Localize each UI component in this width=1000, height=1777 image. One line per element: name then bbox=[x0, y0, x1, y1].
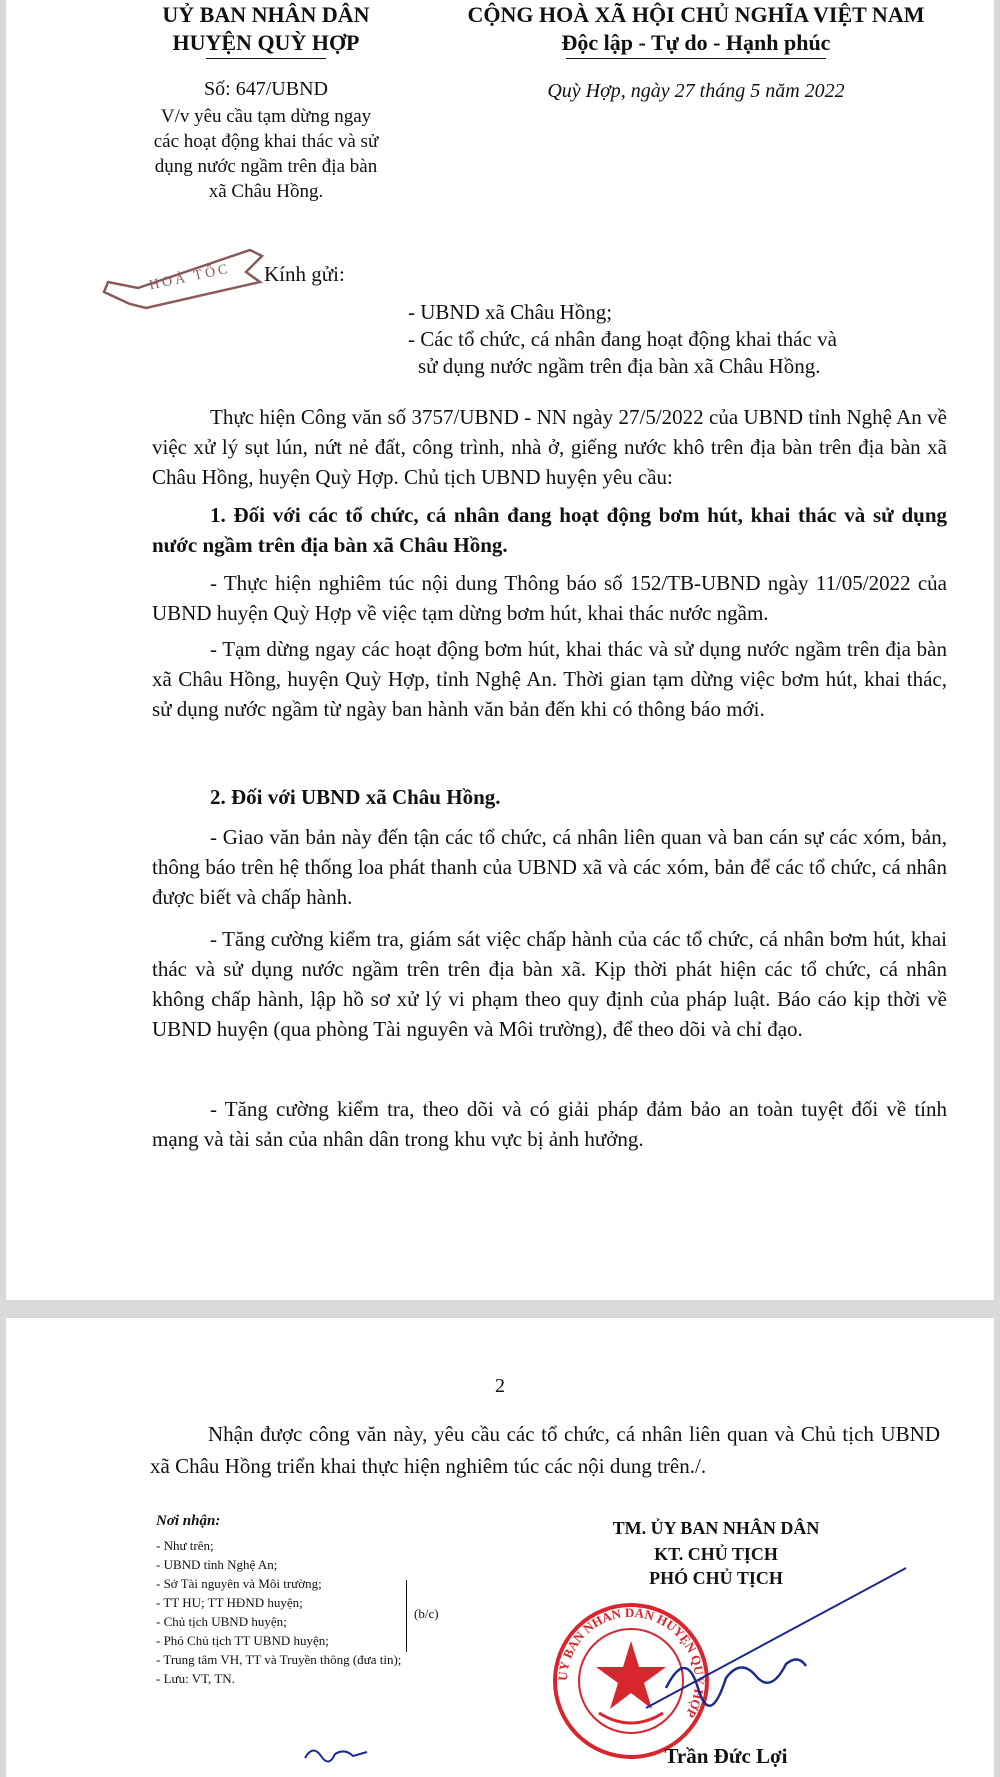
document-page-1 bbox=[6, 0, 994, 1300]
document-page-2 bbox=[6, 1318, 994, 1777]
recipients-title: Nơi nhận: bbox=[156, 1513, 221, 1529]
closing-paragraph: Nhận được công văn này, yêu cầu các tổ chức, cá nhân liên quan và Chủ tịch UBND xã Châu Hồng triển khai thực hiện nghiêm túc các nội dung trên./. bbox=[150, 1422, 940, 1478]
list-item: - Lưu: VT, TN. bbox=[156, 1671, 235, 1686]
section-1-item: - Tạm dừng ngay các hoạt động bơm hút, khai thác và sử dụng nước ngầm trên địa bàn xã Châu Hồng, huyện Quỳ Hợp, tỉnh Nghệ An. Thời gian tạm dừng việc bơm hút, khai thác, sử dụng nước ngầm từ ngày ban hành văn bản đến khi có thông báo mới. bbox=[152, 637, 947, 721]
handwritten-signature-icon bbox=[606, 1538, 926, 1738]
section-2-item: - Tăng cường kiểm tra, giám sát việc chấp hành của các tổ chức, cá nhân bơm hút, khai thác và sử dụng nước ngầm trên trên địa bàn xã. Kịp thời phát hiện các tổ chức, cá nhân không chấp hành, lập hồ sơ xử lý vi phạm theo quy định của pháp luật. Báo cáo kịp thời về UBND huyện (qua phòng Tài nguyên và Môi trường), để theo dõi và chỉ đạo. bbox=[152, 927, 947, 1041]
recipients-list bbox=[156, 1536, 401, 1688]
signature-title: KT. CHỦ TỊCH bbox=[654, 1544, 778, 1564]
list-item: - UBND tỉnh Nghệ An; bbox=[156, 1557, 278, 1572]
section-2-title: 2. Đối với UBND xã Châu Hồng. bbox=[210, 785, 501, 809]
section-1-item: - Thực hiện nghiêm túc nội dung Thông báo số 152/TB-UBND ngày 11/05/2022 của UBND huyện Quỳ Hợp về việc tạm dừng bơm hút, khai thác nước ngầm. bbox=[152, 571, 947, 625]
section-1-title: 1. Đối với các tổ chức, cá nhân đang hoạt động bơm hút, khai thác và sử dụng nước ngầm trên địa bàn xã Châu Hồng. bbox=[152, 503, 947, 557]
signature-title: PHÓ CHỦ TỊCH bbox=[649, 1568, 783, 1588]
bc-note: (b/c) bbox=[414, 1606, 439, 1621]
page-number: 2 bbox=[495, 1375, 505, 1397]
section-2-item: - Giao văn bản này đến tận các tổ chức, cá nhân liên quan và ban cán sự các xóm, bản, thông báo trên hệ thống loa phát thanh của UBND xã và các xóm, bản để các tổ chức, cá nhân được biết và chấp hành. bbox=[152, 825, 947, 909]
list-item: - Sở Tài nguyên và Môi trường; bbox=[156, 1576, 322, 1591]
list-item: - Trung tâm VH, TT và Truyền thông (đưa tin); bbox=[156, 1652, 402, 1667]
initial-scribble-icon bbox=[301, 1738, 371, 1768]
greeting-label: Kính gửi: bbox=[264, 262, 345, 286]
bracket-line bbox=[406, 1580, 407, 1652]
national-motto: Độc lập - Tự do - Hạnh phúc bbox=[561, 30, 831, 55]
recipient-line: - Các tổ chức, cá nhân đang hoạt động khai thác và bbox=[408, 327, 837, 351]
national-title: CỘNG HOÀ XÃ HỘI CHỦ NGHĨA VIỆT NAM bbox=[467, 2, 925, 27]
list-item: - Phó Chủ tịch TT UBND huyện; bbox=[156, 1633, 329, 1648]
document-date: Quỳ Hợp, ngày 27 tháng 5 năm 2022 bbox=[547, 80, 845, 102]
section-2-item: - Tăng cường kiểm tra, theo dõi và có giải pháp đảm bảo an toàn tuyệt đối về tính mạng và tài sản của nhân dân trong khu vực bị ảnh hưởng. bbox=[152, 1097, 947, 1151]
signature-title: TM. ỦY BAN NHÂN DÂN bbox=[612, 1518, 820, 1538]
document-subject: V/v yêu cầu tạm dừng ngay các hoạt động khai thác và sử dụng nước ngầm trên địa bàn xã Châu Hồng. bbox=[153, 106, 379, 202]
divider bbox=[206, 58, 326, 59]
issuing-org-line2: HUYỆN QUỲ HỢP bbox=[172, 30, 360, 55]
list-item: - TT HU; TT HĐND huyện; bbox=[156, 1595, 303, 1610]
intro-paragraph: Thực hiện Công văn số 3757/UBND - NN ngày 27/5/2022 của UBND tỉnh Nghệ An về việc xử lý sụt lún, nứt nẻ đất, công trình, nhà ở, giếng nước khô trên địa bàn trên địa bàn xã Châu Hồng, huyện Quỳ Hợp. Chủ tịch UBND huyện yêu cầu: bbox=[152, 405, 947, 489]
divider bbox=[566, 58, 826, 59]
recipient-line: sử dụng nước ngầm trên địa bàn xã Châu Hồng. bbox=[418, 354, 821, 378]
issuing-org-line1: UỶ BAN NHÂN DÂN bbox=[162, 2, 370, 27]
list-item: - Như trên; bbox=[156, 1538, 214, 1553]
list-item: - Chủ tịch UBND huyện; bbox=[156, 1614, 287, 1629]
recipient-line: - UBND xã Châu Hồng; bbox=[408, 300, 613, 324]
urgent-stamp-text: HOẢ TỐC bbox=[147, 261, 232, 294]
seal-text: UỶ BAN NHÂN DÂN HUYỆN QUỲ HỢP bbox=[554, 1604, 708, 1721]
signer-name: Trần Đức Lợi bbox=[664, 1744, 788, 1768]
document-number: Số: 647/UBND bbox=[204, 78, 328, 100]
